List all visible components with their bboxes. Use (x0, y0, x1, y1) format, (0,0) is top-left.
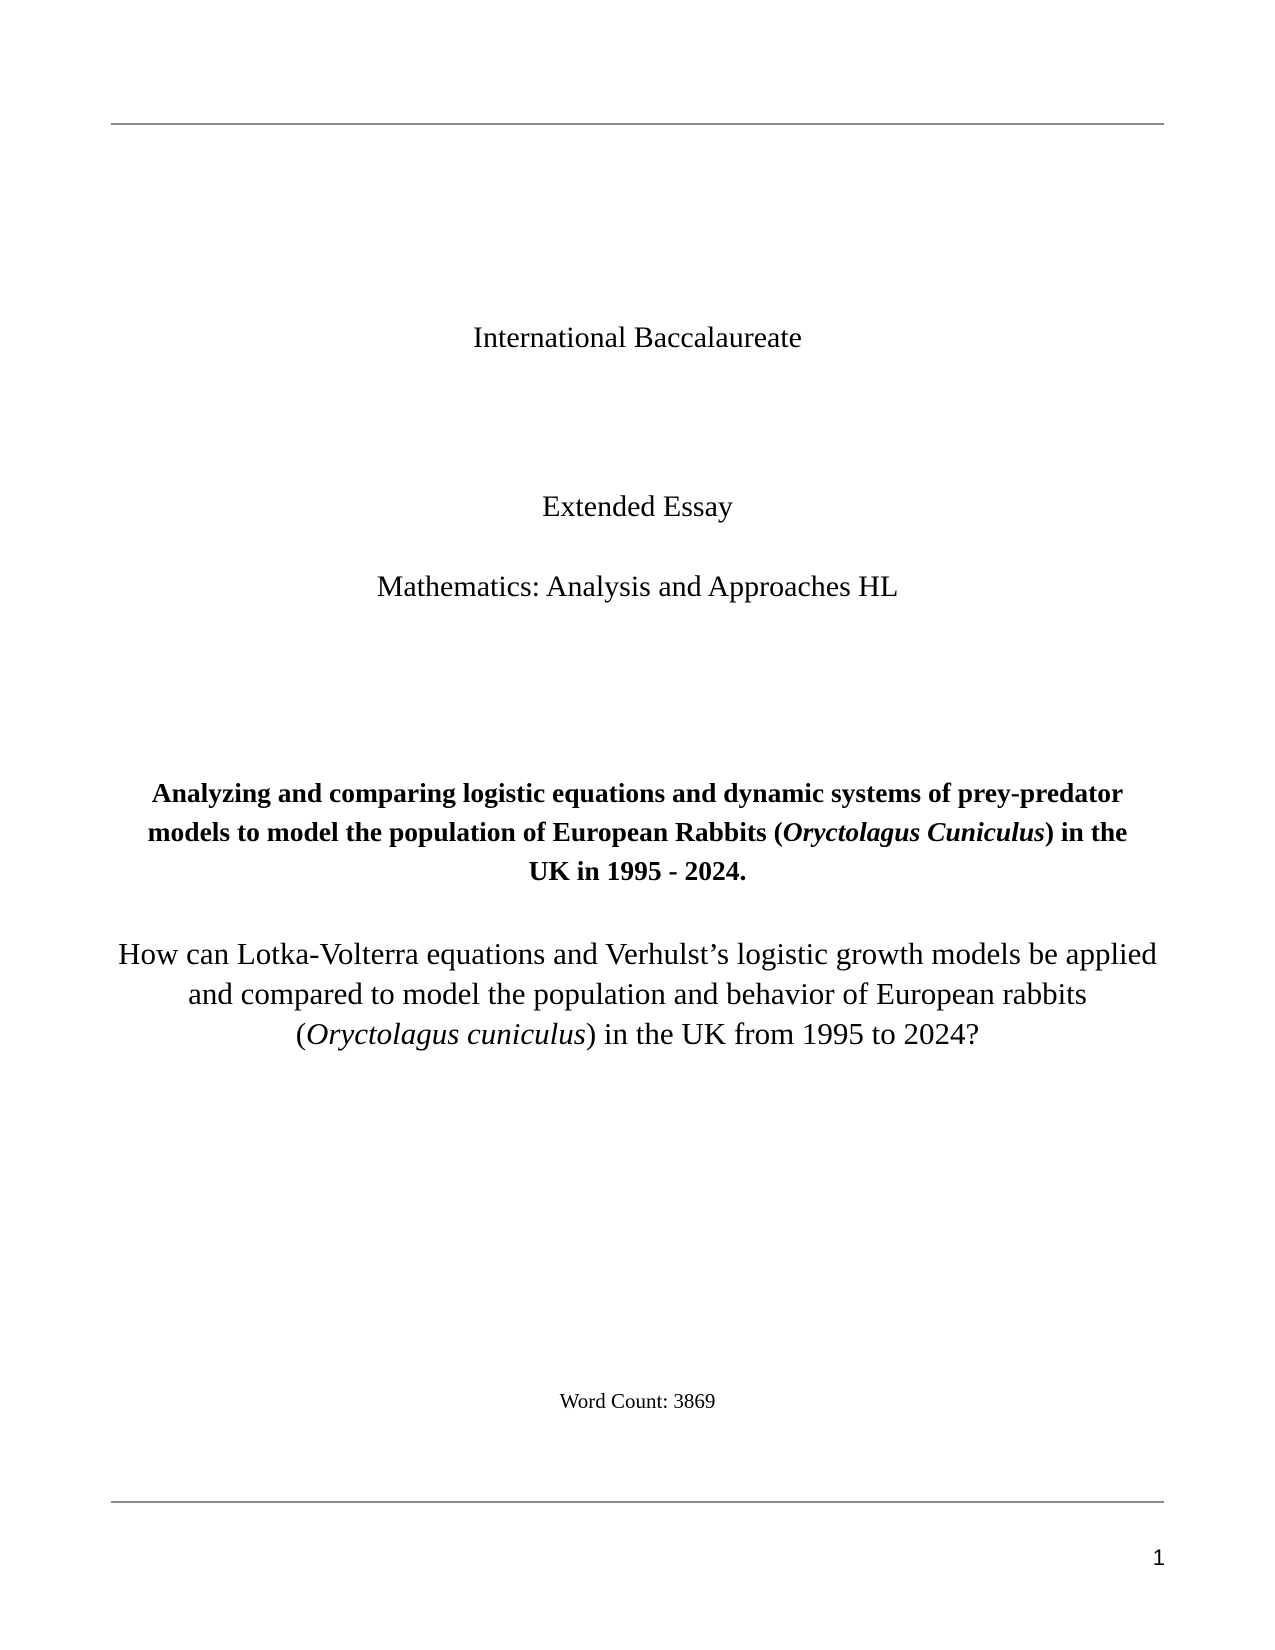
research-question-open-paren: ( (295, 1016, 307, 1051)
essay-title-line-2-text: models to model the population of European Rabbits ( (147, 816, 783, 847)
essay-title-line-1: Analyzing and comparing logistic equations and dynamic systems of prey-predator (151, 777, 1124, 808)
footer-rule (111, 1501, 1164, 1503)
page-number: 1 (1152, 1545, 1165, 1570)
essay-title-line-3: UK in 1995 - 2024. (528, 855, 747, 886)
research-question-line-3-tail: ) in the UK from 1995 to 2024? (585, 1016, 980, 1051)
header-rule (111, 123, 1164, 125)
research-question (111, 934, 1164, 1054)
species-name-italic: Oryctolagus cuniculus (306, 1016, 586, 1051)
institution-name: International Baccalaureate (473, 321, 802, 354)
research-question-line-3 (111, 1014, 1164, 1054)
word-count: Word Count: 3869 (559, 1389, 716, 1413)
subject-name: Mathematics: Analysis and Approaches HL (376, 570, 899, 603)
essay-title (111, 773, 1164, 890)
essay-title-line-2-tail: ) in the (1044, 816, 1128, 847)
essay-title-line-2 (111, 812, 1164, 851)
document-type: Extended Essay (542, 490, 733, 523)
research-question-line-2: and compared to model the population and behavior of European rabbits (188, 976, 1087, 1011)
species-name-italic: Oryctolagus Cuniculus (782, 816, 1045, 847)
research-question-line-1: How can Lotka-Volterra equations and Verhulst’s logistic growth models be applied (118, 936, 1157, 971)
